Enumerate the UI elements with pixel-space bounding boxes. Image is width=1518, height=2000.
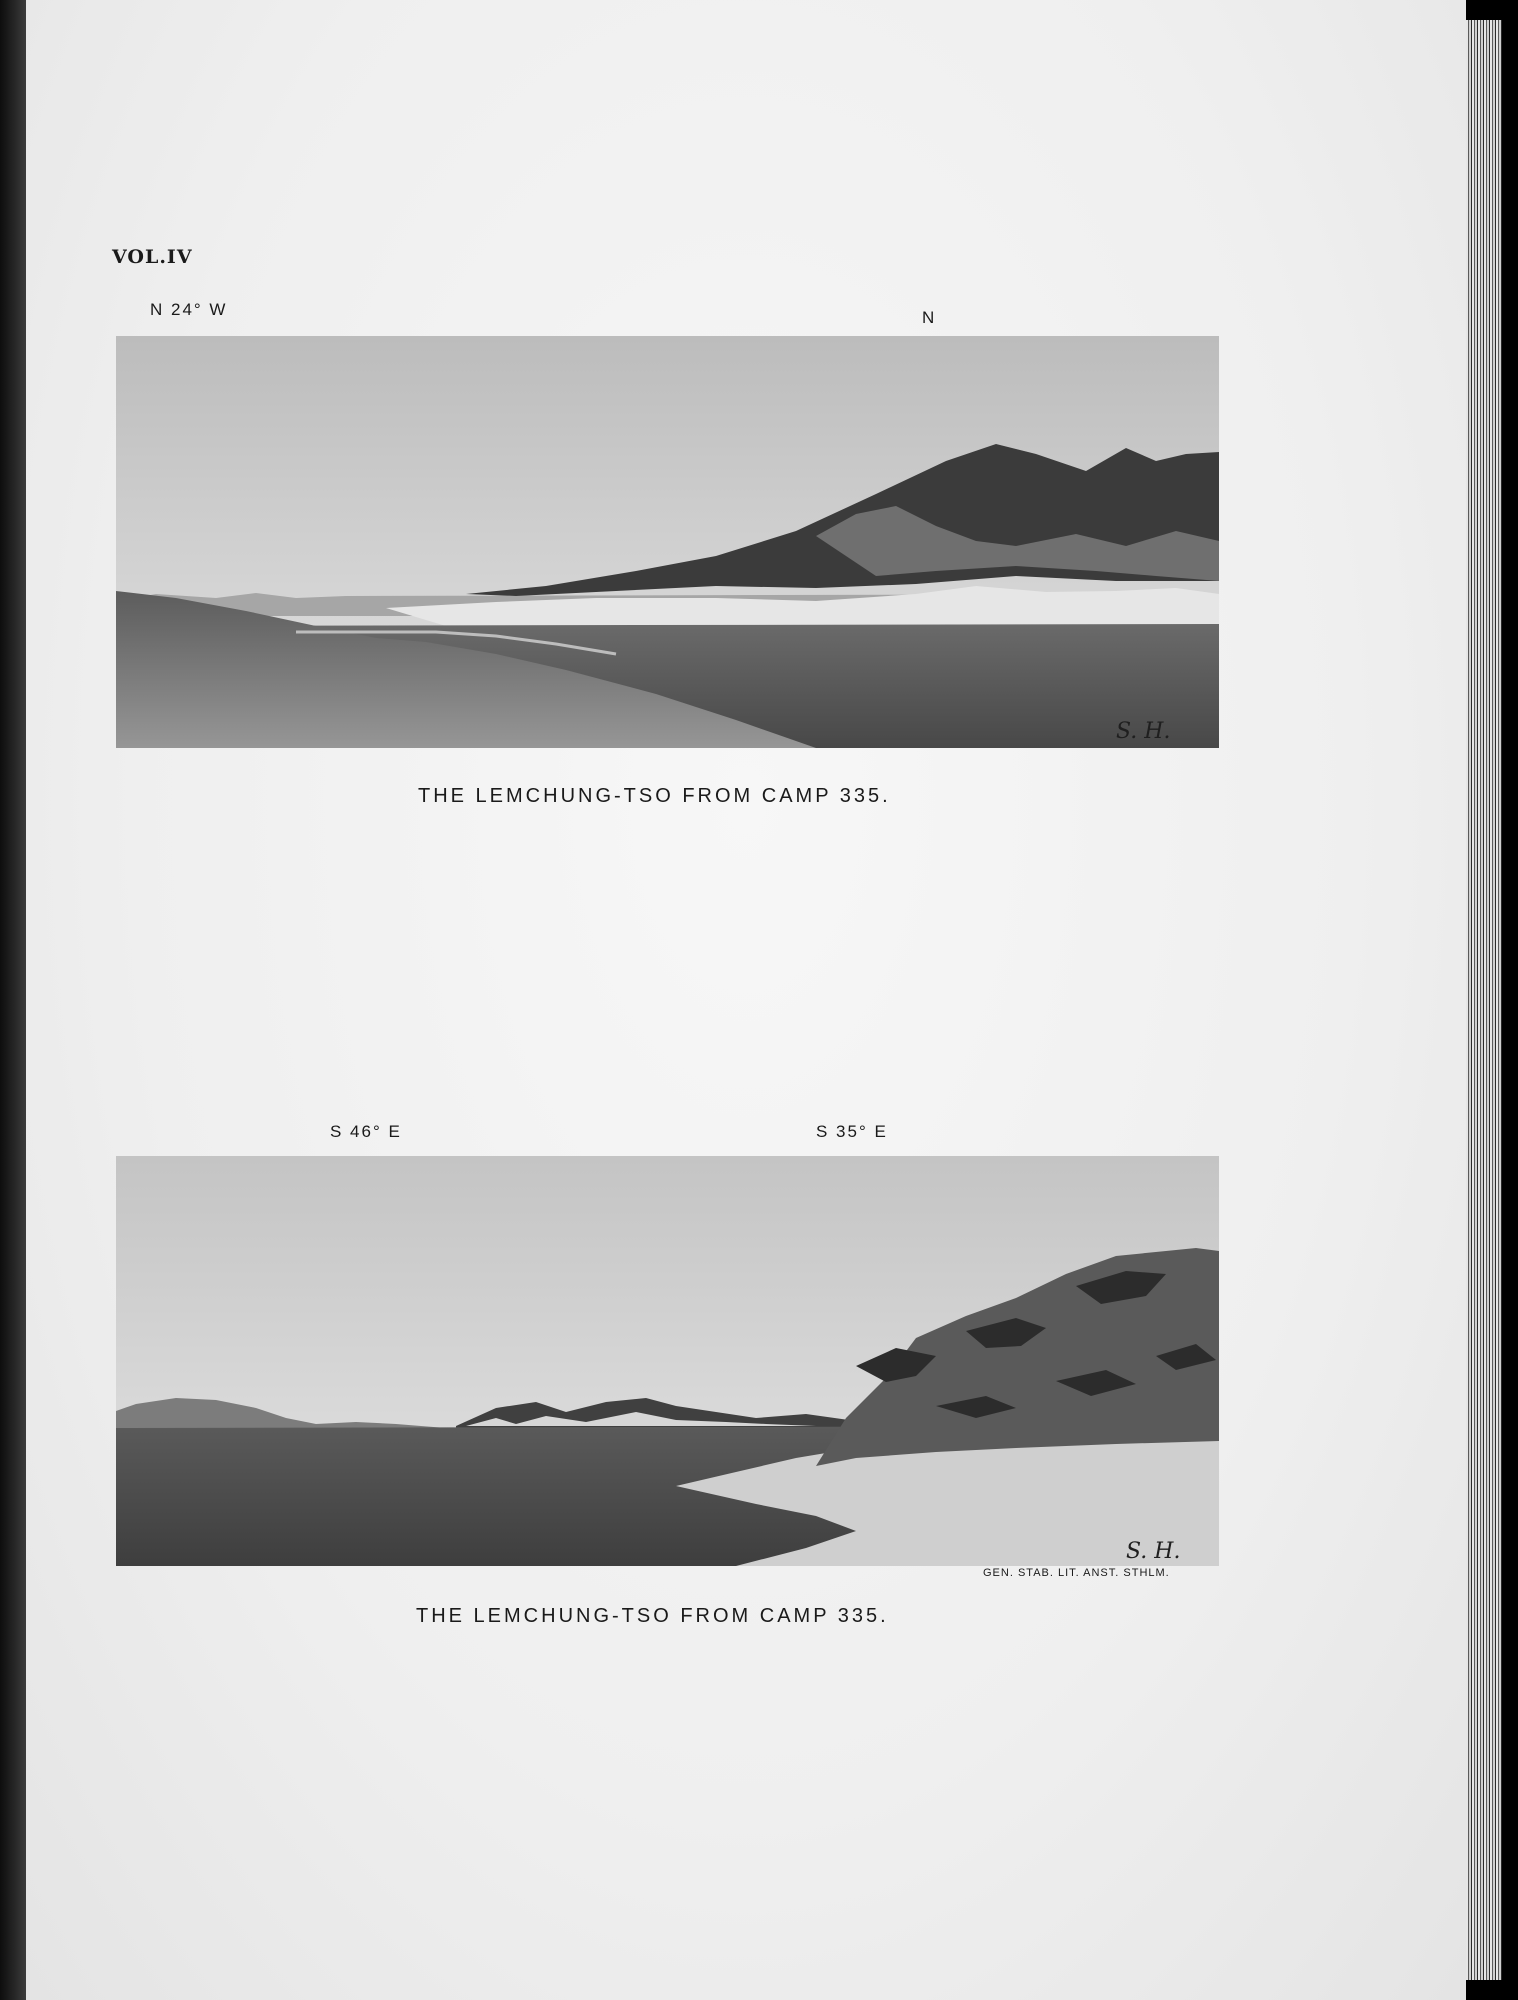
volume-label: VOL.IV [112, 246, 193, 268]
bottom-bearing-left: S 46° E [330, 1122, 402, 1141]
bottom-signature: S. H. [1126, 1539, 1181, 1564]
book-edge-shadow [1502, 0, 1518, 2000]
top-bearing-left: N 24° W [150, 300, 228, 319]
book-binding-left [0, 0, 26, 2000]
printer-credit: GEN. STAB. LIT. ANST. STHLM. [983, 1567, 1170, 1579]
top-plate-illustration [116, 336, 1219, 748]
bottom-bearing-right: S 35° E [816, 1122, 888, 1141]
page-edges [1466, 20, 1502, 1980]
bottom-plate-illustration [116, 1156, 1219, 1566]
top-bearing-right: N [922, 308, 937, 327]
bottom-caption: THE LEMCHUNG-TSO FROM CAMP 335. [416, 1605, 889, 1627]
top-caption: THE LEMCHUNG-TSO FROM CAMP 335. [418, 785, 891, 807]
book-page [26, 0, 1466, 2000]
top-signature: S. H. [1116, 719, 1171, 744]
